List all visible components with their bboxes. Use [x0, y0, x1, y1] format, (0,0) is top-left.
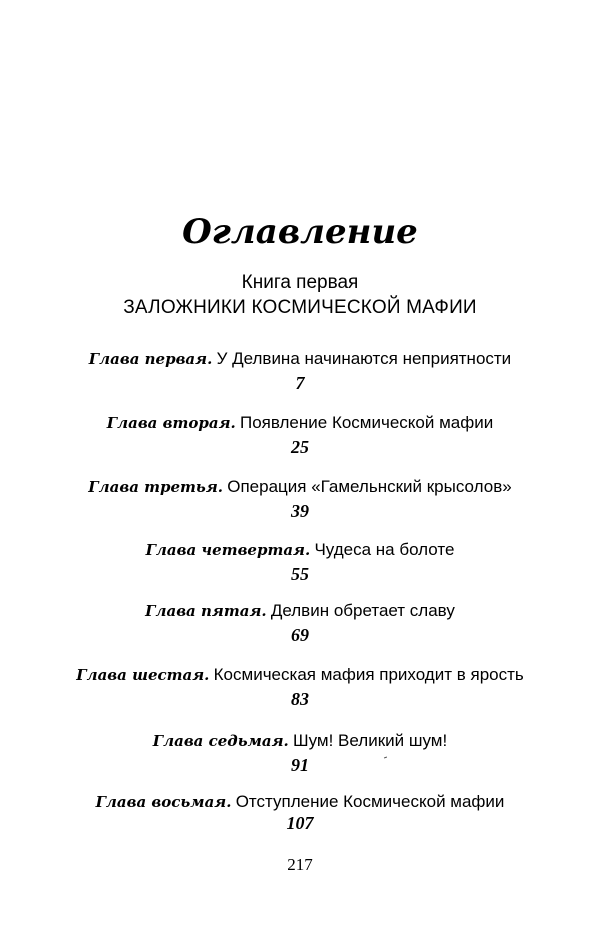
- chapter-page: 55: [291, 564, 309, 584]
- chapter-title: Чудеса на болоте: [314, 540, 455, 559]
- toc-entry-8[interactable]: [0, 792, 600, 834]
- toc-entry-3[interactable]: [0, 477, 600, 522]
- chapter-title: Появление Космической мафии: [239, 413, 494, 432]
- chapter-label: Глава вторая.: [106, 414, 236, 432]
- chapter-label: Глава первая.: [88, 350, 213, 368]
- chapter-label: Глава седьмая.: [152, 732, 289, 750]
- chapter-page: 83: [291, 689, 309, 709]
- toc-entry-5[interactable]: [0, 601, 600, 646]
- chapter-label: Глава восьмая.: [95, 793, 232, 811]
- page-number: 217: [287, 855, 313, 874]
- chapter-page: 91: [291, 755, 309, 775]
- chapter-title: Шум! Великий шум!: [293, 731, 448, 750]
- chapter-label: Глава третья.: [88, 478, 223, 496]
- book-name: ЗАЛОЖНИКИ КОСМИЧЕСКОЙ МАФИИ: [123, 297, 477, 318]
- chapter-title: У Делвина начинаются неприятности: [216, 349, 512, 368]
- chapter-page: 7: [295, 373, 305, 393]
- chapter-title: Отступление Космической мафии: [235, 792, 505, 811]
- chapter-title: Космическая мафия приходит в ярость: [213, 665, 524, 684]
- chapter-page: 25: [291, 437, 309, 457]
- toc-entry-4[interactable]: [0, 540, 600, 585]
- chapter-page: 39: [291, 501, 309, 521]
- contents-heading: Оглавление: [182, 212, 418, 252]
- chapter-title: Делвин обретает славу: [270, 601, 455, 620]
- chapter-label: Глава шестая.: [76, 666, 210, 684]
- chapter-page: 69: [291, 625, 309, 645]
- chapter-title: Операция «Гамельнский крысолов»: [227, 477, 512, 496]
- toc-entry-6[interactable]: [0, 665, 600, 710]
- chapter-label: Глава пятая.: [145, 602, 267, 620]
- toc-entry-2[interactable]: [0, 413, 600, 458]
- book-label: Книга первая: [241, 272, 359, 293]
- toc-entry-1[interactable]: [0, 349, 600, 394]
- chapter-label: Глава четвертая.: [145, 541, 311, 559]
- chapter-page: 107: [286, 813, 314, 833]
- toc-entry-7[interactable]: [0, 731, 600, 776]
